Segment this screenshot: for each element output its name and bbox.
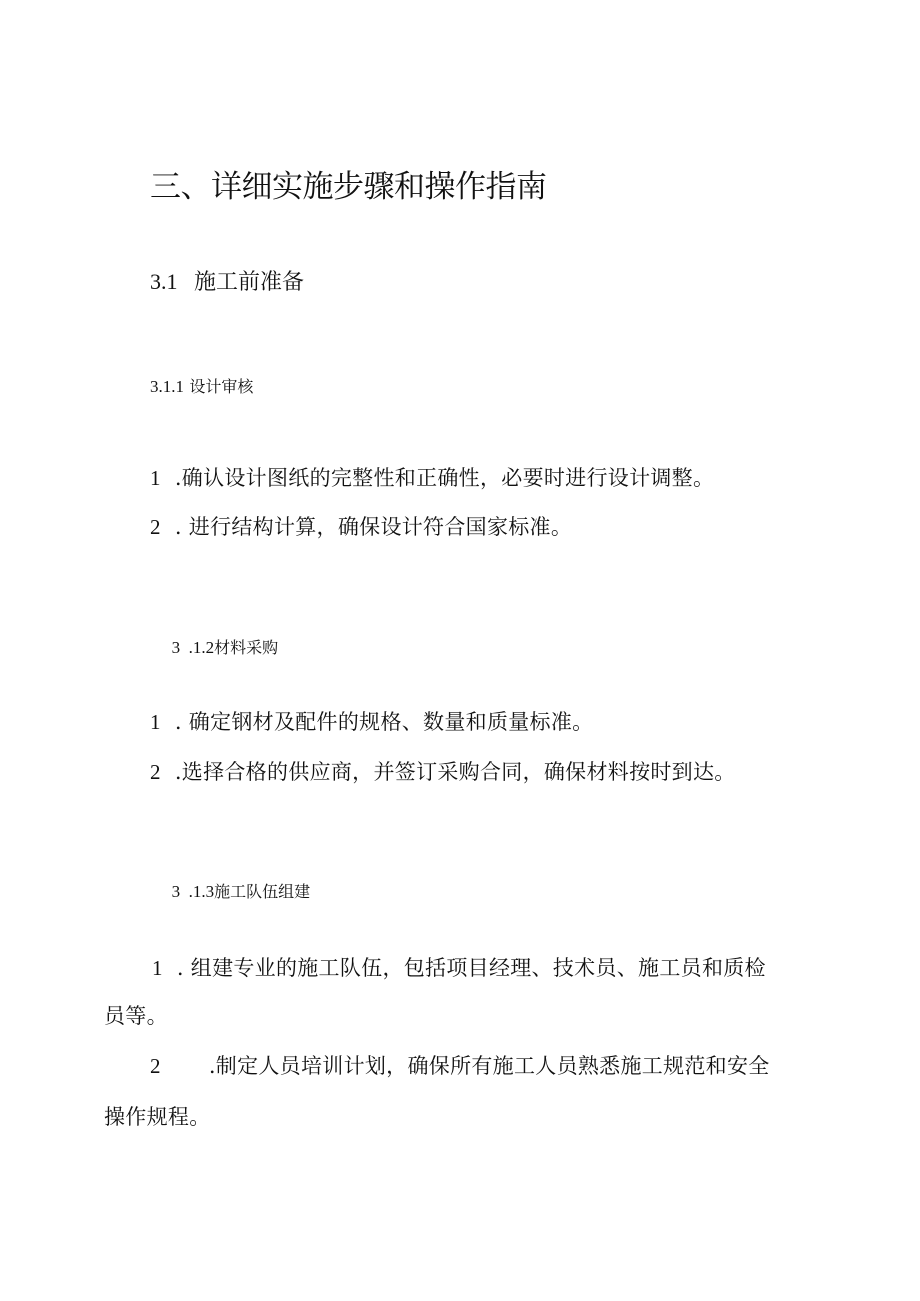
list-item — [152, 958, 766, 979]
item-text: .制定人员培训计划，确保所有施工人员熟悉施工规范和安全 — [208, 1054, 770, 1078]
item-number: 2 — [150, 515, 161, 539]
subsection-number: 3.1 — [150, 269, 178, 294]
list-item — [150, 762, 736, 783]
list-item-continuation: 员等。 — [104, 1004, 168, 1028]
item-number: 1 — [150, 466, 161, 490]
part-heading-number: 3 .1.3 — [171, 882, 215, 901]
item-number: 1 — [150, 710, 161, 734]
list-item — [150, 1056, 770, 1077]
item-text: . 组建专业的施工队伍，包括项目经理、技术员、施工员和质检 — [176, 956, 766, 980]
item-text: .选择合格的供应商，并签订采购合同，确保材料按时到达。 — [174, 760, 736, 784]
subsection-heading — [150, 271, 304, 294]
part-heading-material-purchase — [150, 622, 278, 674]
list-item — [150, 712, 593, 733]
part-heading-text: 设计审核 — [189, 377, 254, 396]
part-heading-text: 施工队伍组建 — [214, 882, 311, 901]
item-text: . 进行结构计算，确保设计符合国家标准。 — [174, 515, 573, 539]
item-text: . 确定钢材及配件的规格、数量和质量标准。 — [174, 710, 594, 734]
part-heading-number: 3.1.1 — [150, 377, 184, 396]
part-heading-team-building — [150, 866, 310, 918]
part-heading-text: 材料采购 — [214, 638, 279, 657]
item-number: 2 — [150, 760, 161, 784]
list-item — [150, 517, 572, 538]
part-heading-number: 3 .1.2 — [171, 638, 215, 657]
list-item-continuation: 操作规程。 — [104, 1105, 211, 1129]
item-text: .确认设计图纸的完整性和正确性，必要时进行设计调整。 — [174, 466, 715, 490]
subsection-title: 施工前准备 — [194, 270, 305, 295]
list-item — [150, 468, 714, 489]
part-heading-design-review — [150, 378, 253, 396]
section-title: 三、详细实施步骤和操作指南 — [150, 169, 547, 205]
item-number: 2 — [150, 1054, 161, 1078]
item-number: 1 — [152, 956, 163, 980]
